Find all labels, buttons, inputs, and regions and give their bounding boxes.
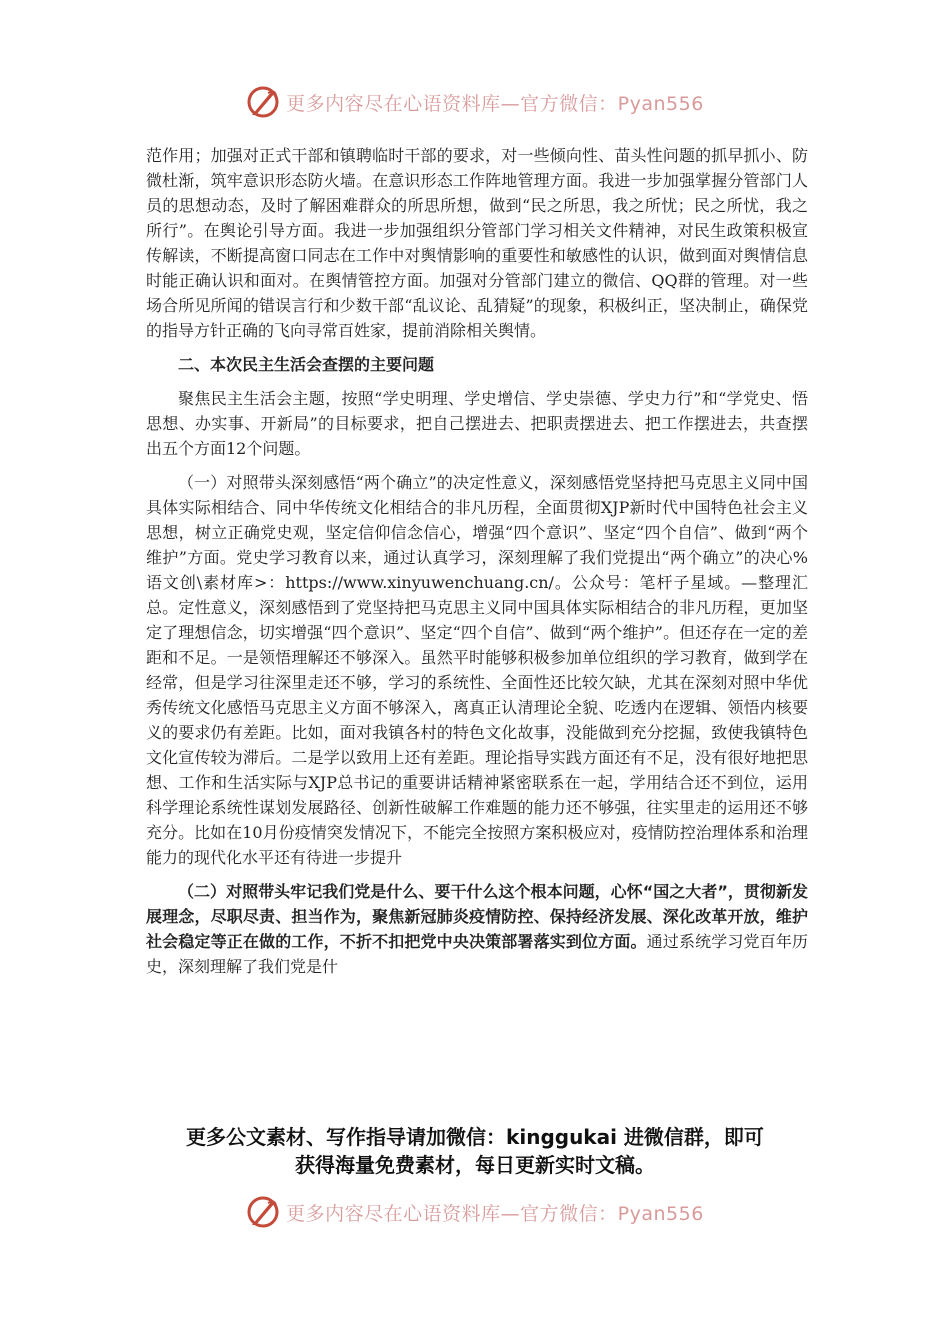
quill-logo-icon [246,85,280,119]
paragraph-2: 聚焦民主生活会主题，按照“学史明理、学史增信、学史崇德、学史力行”和“学党史、悟思想、办实事、开新局”的目标要求，把自己摆进去、把职责摆进去、把工作摆进去，共查摆出五个方面12个问题。 [146,389,808,458]
header-banner-text: 更多内容尽在心语资料库—官方微信：Pyan556 [286,92,704,115]
promo-notice [100,1123,850,1179]
footer-banner [0,1192,950,1232]
footer-banner-text: 更多内容尽在心语资料库—官方微信：Pyan556 [286,1202,704,1225]
paragraph-4-rest: 通过系统学习党百年历史，深刻理解了我们党是什 [146,932,808,976]
paragraph-4 [146,879,808,979]
header-banner [0,82,950,122]
promo-line-2: 获得海量免费素材，每日更新实时文稿。 [295,1153,655,1177]
paragraph-3: （一）对照带头深刻感悟“两个确立”的决定性意义，深刻感悟党坚持把马克思主义同中国具体实际相结合、同中华传统文化相结合的非凡历程，全面贯彻XJP新时代中国特色社会主义思想，树立正确党史观，坚定信仰信念信心，增强“四个意识”、坚定“四个自信”、做到“两个维护”方面。党史学习教育以来，通过认真学习，深刻理解了我们党提出“两个确立”的决心%语文创\素材库>：https://www.xinyuwenchuang.cn/。公众号：笔杆子星域。—整理汇总。定性意义，深刻感悟到了党坚持把马克思主义同中国具体实际相结合的非凡历程，更加坚定了理想信念，切实增强“四个意识”、坚定“四个自信”、做到“两个维护”。但还存在一定的差距和不足。一是领悟理解还不够深入。虽然平时能够积极参加单位组织的学习教育，做到学在经常，但是学习往深里走还不够，学习的系统性、全面性还比较欠缺，尤其在深刻对照中华优秀传统文化感悟马克思主义方面不够深入，离真正认清理论全貌、吃透内在逻辑、领悟内核要义的要求仍有差距。比如，面对我镇各村的特色文化故事，没能做到充分挖掘，致使我镇特色文化宣传较为滞后。二是学以致用上还有差距。理论指导实践方面还有不足，没有很好地把思想、工作和生活实际与XJP总书记的重要讲话精神紧密联系在一起，学用结合还不到位，运用科学理论系统性谋划发展路径、创新性破解工作难题的能力还不够强，往实里走的运用还不够充分。比如在10月份疫情突发情况下，不能完全按照方案积极应对，疫情防控治理体系和治理能力的现代化水平还有待进一步提升 [146,473,808,867]
promo-line-1: 更多公文素材、写作指导请加微信：kinggukai 进微信群，即可 [186,1125,764,1149]
paragraph-1: 范作用；加强对正式干部和镇聘临时干部的要求，对一些倾向性、苗头性问题的抓早抓小、防微杜渐，筑牢意识形态防火墙。在意识形态工作阵地管理方面。我进一步加强掌握分管部门人员的思想动态，及时了解困难群众的所思所想，做到“民之所思，我之所忧；民之所忧，我之所行”。在舆论引导方面。我进一步加强组织分管部门学习相关文件精神，对民生政策积极宣传解读，不断提高窗口同志在工作中对舆情影响的重要性和敏感性的认识，做到面对舆情信息时能正确认识和面对。在舆情管控方面。加强对分管部门建立的微信、QQ群的管理。对一些场合所见所闻的错误言行和少数干部“乱议论、乱猜疑”的现象，积极纠正，坚决制止，确保党的指导方针正确的飞向寻常百姓家，提前消除相关舆情。 [146,146,808,340]
quill-logo-icon [246,1195,280,1229]
section-heading-2: 二、本次民主生活会查摆的主要问题 [178,355,435,374]
document-body [146,143,808,988]
paragraph-4-bold-lead: （二）对照带头牢记我们党是什么、要干什么这个根本问题，心怀“国之大者”，贯彻新发展理念，尽职尽责、担当作为，聚焦新冠肺炎疫情防控、保持经济发展、深化改革开放，维护社会稳定等正在做的工作，不折不扣把党中央决策部署落实到位方面。 [146,882,808,951]
